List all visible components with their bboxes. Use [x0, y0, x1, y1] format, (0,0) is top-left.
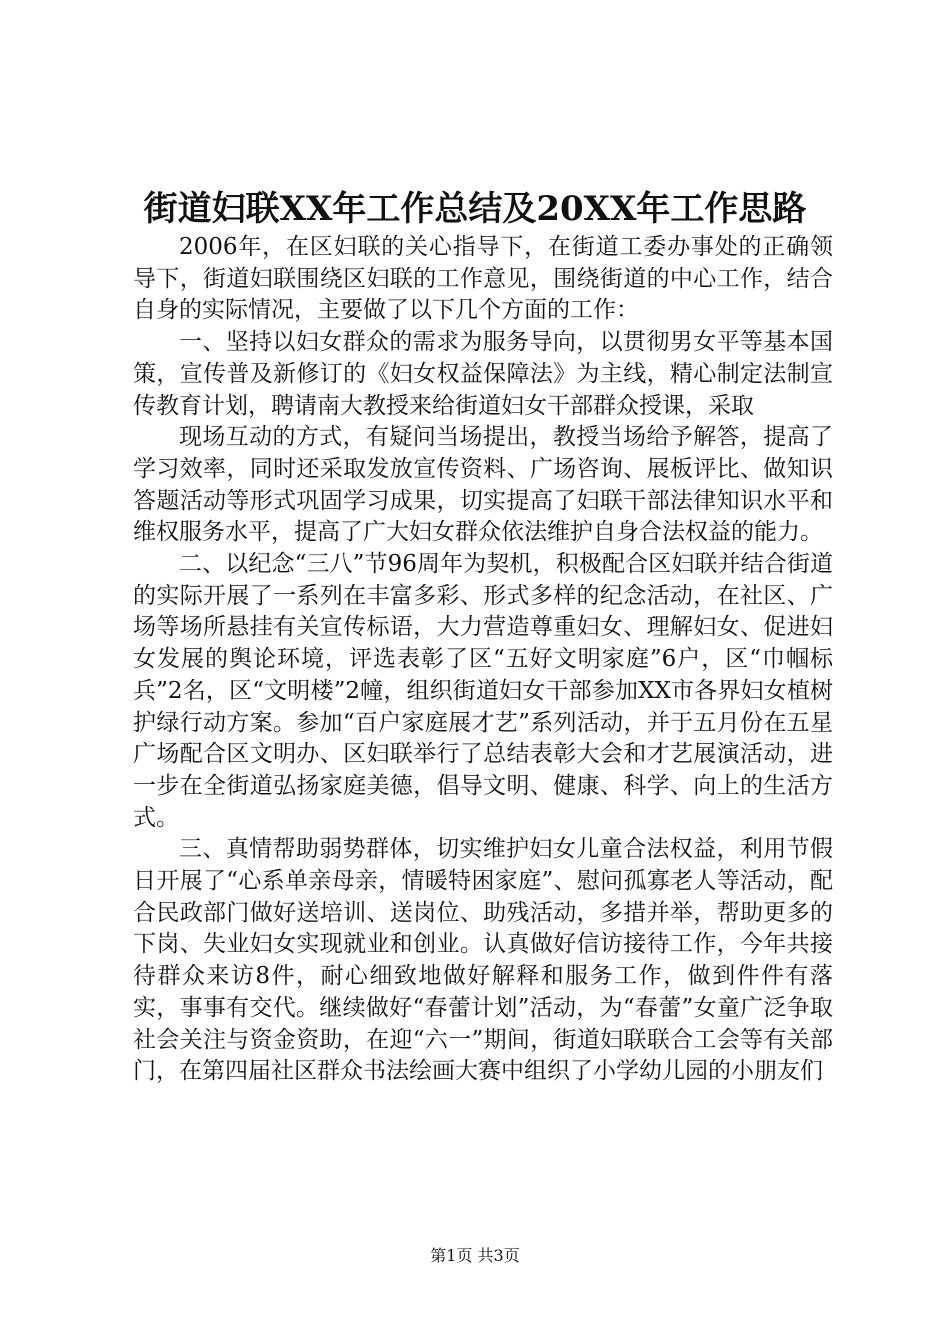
document-body [133, 232, 833, 1088]
paragraph-section-1: 一、坚持以妇女群众的需求为服务导向，以贯彻男女平等基本国策，宣传普及新修订的《妇女权益保障法》为主线，精心制定法制宣传教育计划，聘请南大教授来给街道妇女干部群众授课，采取 [133, 329, 833, 419]
paragraph-section-1-continued: 现场互动的方式，有疑问当场提出，教授当场给予解答，提高了学习效率，同时还采取发放宣传资料、广场咨询、展板评比、做知识答题活动等形式巩固学习成果，切实提高了妇联干部法律知识水平和维权服务水平，提高了广大妇女群众依法维护自身合法权益的能力。 [133, 424, 833, 546]
paragraph-intro: 2006年，在区妇联的关心指导下，在街道工委办事处的正确领导下，街道妇联围绕区妇联的工作意见，围绕街道的中心工作，结合自身的实际情况，主要做了以下几个方面的工作： [133, 234, 833, 324]
page-number-indicator: 第1页 共3页 [430, 1246, 520, 1265]
page-footer [0, 1245, 950, 1267]
document-title: 街道妇联XX年工作总结及20XX年工作思路 [143, 189, 807, 229]
paragraph-section-2: 二、以纪念“三八”节96周年为契机，积极配合区妇联并结合街道的实际开展了一系列在丰富多彩、形式多样的纪念活动，在社区、广场等场所悬挂有关宣传标语，大力营造尊重妇女、理解妇女、促进妇女发展的舆论环境，评选表彰了区“五好文明家庭”6户，区“巾帼标兵”2名，区“文明楼”2幢，组织街道妇女干部参加XX市各界妇女植树护绿行动方案。参加“百户家庭展才艺”系列活动，并于五月份在五星广场配合区文明办、区妇联举行了总结表彰大会和才艺展演活动，进一步在全街道弘扬家庭美德，倡导文明、健康、科学、向上的生活方式。 [133, 551, 833, 831]
paragraph-section-3: 三、真情帮助弱势群体，切实维护妇女儿童合法权益，利用节假日开展了“心系单亲母亲，情暖特困家庭”、慰问孤寡老人等活动，配合民政部门做好送培训、送岗位、助残活动，多措并举，帮助更多的下岗、失业妇女实现就业和创业。认真做好信访接待工作，今年共接待群众来访8件，耐心细致地做好解释和服务工作，做到件件有落实，事事有交代。继续做好“春蕾计划”活动，为“春蕾”女童广泛争取社会关注与资金资助，在迎“六一”期间，街道妇联联合工会等有关部门，在第四届社区群众书法绘画大赛中组织了小学幼儿园的小朋友们 [133, 836, 833, 1085]
